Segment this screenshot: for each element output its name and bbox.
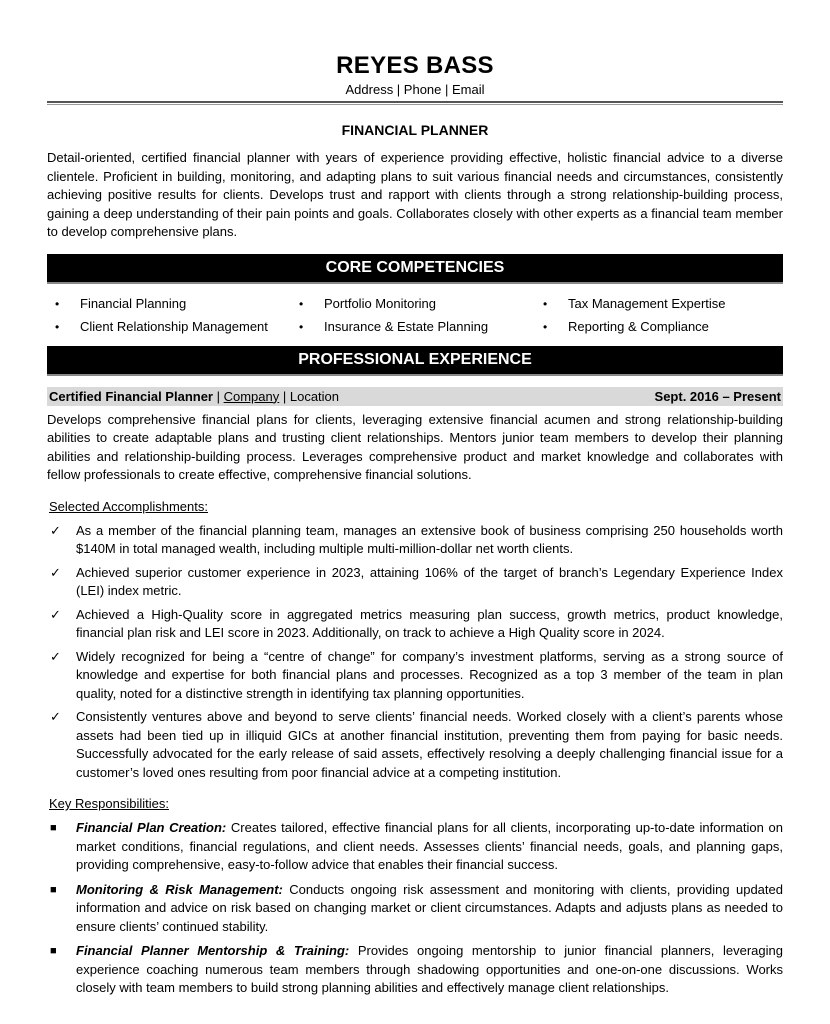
summary-paragraph: Detail-oriented, certified financial planner with years of experience providing effective, holistic financial advice to a diverse clientele. Proficient in building, monitoring, and adapting plans to suit various financial needs and circumstances, consistently achieving positive results for clients. Develops trust and rapport with clients through a strong relationship-building process, gaining a deep understanding of their pain points and goals. Collaborates closely with other experts as a financial team member to develop comprehensive plans. bbox=[47, 150, 783, 239]
responsibility-lead: Monitoring & Risk Management: bbox=[76, 881, 283, 897]
job-header-bar bbox=[47, 387, 783, 406]
bullet-icon: • bbox=[299, 296, 304, 311]
header-divider bbox=[47, 101, 783, 105]
competencies-list bbox=[47, 292, 783, 338]
checkmark-icon: ✓ bbox=[50, 522, 61, 538]
professional-experience-heading: PROFESSIONAL EXPERIENCE bbox=[47, 346, 783, 376]
bullet-icon: • bbox=[299, 319, 304, 334]
core-competencies-heading: CORE COMPETENCIES bbox=[47, 254, 783, 284]
competency-item: • Tax Management Expertise bbox=[535, 292, 783, 315]
bullet-icon: • bbox=[55, 319, 60, 334]
job-role: Certified Financial Planner bbox=[49, 388, 213, 404]
accomplishments-heading: Selected Accomplishments: bbox=[49, 498, 208, 514]
responsibility-item: ■ Financial Plan Creation: Creates tailored, effective financial plans for all clients, incorporating up-to-date information on market conditions, financial regulations, and client needs. Assesses clients’ financial needs, goals, and planning gaps, providing comprehensive, easy-to-follow advice that enables their financial success. bbox=[47, 819, 783, 875]
accomplishment-item: ✓ As a member of the financial planning team, manages an extensive book of business comprising 250 households worth $140M in total managed wealth, including multiple multi-million-dollar net worth clients. bbox=[47, 522, 783, 559]
accomplishment-item: ✓ Widely recognized for being a “centre of change” for company’s investment platforms, serving as a strong source of knowledge and expertise for both financial plans and processes. Recognized as a top 3 member of the team in plan quality, noted for a distinctive strength in identifying tax planning opportunities. bbox=[47, 648, 783, 704]
accomplishment-item: ✓ Consistently ventures above and beyond to serve clients’ financial needs. Worked closely with a client’s parents whose assets had been tied up in illiquid GICs at another financial institution, preventing them from paying for basic needs. Successfully advocated for the early release of said assets, effectively resolving a deeply challenging financial issue for a customer’s loved ones resulting from poor financial advice at a competing institution. bbox=[47, 708, 783, 782]
job-dates: Sept. 2016 – Present bbox=[654, 388, 781, 404]
responsibility-item: ■ Financial Planner Mentorship & Training: Provides ongoing mentorship to junior financial planners, leveraging experience coaching numerous team members through shadowing opportunities and one-on-one discussions. Works closely with team members to build strong planning abilities and effectively manage client relationships. bbox=[47, 942, 783, 998]
job-location: Location bbox=[289, 388, 340, 404]
checkmark-icon: ✓ bbox=[50, 606, 61, 622]
accomplishment-item: ✓ Achieved a High-Quality score in aggregated metrics measuring plan success, growth metrics, product knowledge, financial plan risk and LEI score in 2023. Additionally, on track to achieve a High Quality score in 2024. bbox=[47, 606, 783, 643]
square-bullet-icon: ■ bbox=[50, 822, 57, 834]
competency-item: • Client Relationship Management bbox=[47, 315, 291, 338]
checkmark-icon: ✓ bbox=[50, 648, 61, 664]
competency-item: • Reporting & Compliance bbox=[535, 315, 783, 338]
square-bullet-icon: ■ bbox=[50, 883, 57, 896]
bullet-icon: • bbox=[543, 319, 548, 334]
competency-item: • Insurance & Estate Planning bbox=[291, 315, 535, 338]
job-role-line: Certified Financial Planner | Company | Location bbox=[49, 388, 340, 404]
job-company: Company bbox=[223, 388, 280, 404]
bullet-icon: • bbox=[543, 296, 548, 311]
resume-page bbox=[47, 0, 783, 998]
contact-line: Address | Phone | Email bbox=[345, 82, 485, 97]
responsibility-item: ■ Monitoring & Risk Management: Conducts ongoing risk assessment and monitoring with clients, providing updated information and advice on risk based on changing market or client circumstances. Adapts and adjusts plans as needed to ensure clients’ continued stability. bbox=[47, 881, 783, 937]
competency-item: • Financial Planning bbox=[47, 292, 291, 315]
job-description: Develops comprehensive financial plans for clients, leveraging extensive financial acumen and strong relationship-building abilities to create adaptable plans and trusting client relationships. Mentors junior team members to develop their planning abilities and relationship-building process. Leverages comprehensive product and market knowledge and collaborates with fellow professionals to create effective, comprehensive financial solutions. bbox=[47, 411, 783, 482]
responsibility-lead: Financial Plan Creation: bbox=[76, 820, 227, 835]
candidate-name: REYES BASS bbox=[336, 52, 494, 79]
responsibilities-heading: Key Responsibilities: bbox=[49, 796, 169, 811]
square-bullet-icon: ■ bbox=[50, 945, 57, 957]
job-title: FINANCIAL PLANNER bbox=[341, 122, 489, 138]
checkmark-icon: ✓ bbox=[50, 709, 61, 724]
accomplishment-item: ✓ Achieved superior customer experience in 2023, attaining 106% of the target of branch’s Legendary Experience Index (LEI) index metric. bbox=[47, 564, 783, 601]
checkmark-icon: ✓ bbox=[50, 564, 61, 580]
competency-item: • Portfolio Monitoring bbox=[291, 292, 535, 315]
responsibility-lead: Financial Planner Mentorship & Training: bbox=[76, 943, 350, 958]
bullet-icon: • bbox=[55, 296, 60, 311]
